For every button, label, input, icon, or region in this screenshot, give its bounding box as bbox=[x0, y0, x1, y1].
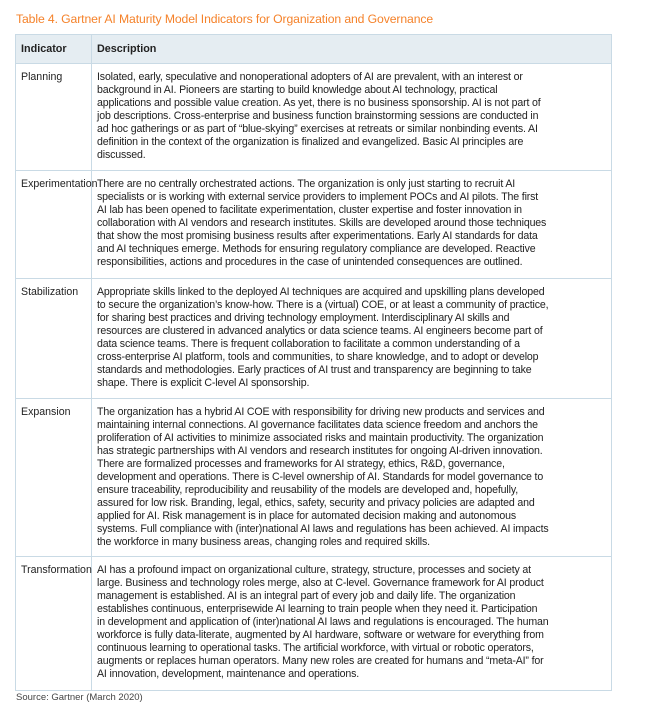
source-note: Source: Gartner (March 2020) bbox=[16, 692, 143, 703]
description-cell: Isolated, early, speculative and nonoperational adopters of AI are prevalent, with an interest or background in AI. Pioneers are starting to build knowledge about AI technology, practical applications and possible value creation. As yet, there is no business sponsorship. AI is not part of job descriptions. Cross-enterprise and business function brainstorming sessions are conducted in ad hoc gatherings or as part of “blue-skying” exercises at retreats or similar nonbinding events. AI definition in the context of the organization is finalized and evangelized. Basic AI principles are discussed. bbox=[92, 64, 612, 171]
indicator-cell: Transformation bbox=[16, 557, 92, 691]
table-row bbox=[16, 171, 612, 279]
description-cell: Appropriate skills linked to the deployed AI techniques are acquired and upskilling plans developed to secure the organization’s know-how. There is a (virtual) COE, or at least a community of practice, for sharing best practices and driving technology employment. Interdisciplinary AI skills and resources are clustered in advanced analytics or data science teams. AI engineers become part of data science teams. There is frequent collaboration to facilitate a common understanding of a cross-enterprise AI platform, tools and communities, to share knowledge, and to adopt or develop standards and methodologies. Early practices of AI trust and transparency are beginning to take shape. There is explicit C-level AI sponsorship. bbox=[92, 279, 612, 399]
indicator-cell: Planning bbox=[16, 64, 92, 171]
indicator-cell: Experimentation bbox=[16, 171, 92, 279]
header-indicator: Indicator bbox=[16, 35, 92, 64]
description-cell: There are no centrally orchestrated actions. The organization is only just starting to recruit AI specialists or is working with external service providers to implement POCs and AI pilots. The first AI lab has been opened to facilitate experimentation, cluster expertise and foster innovation in collaboration with AI vendors and research institutes. Skills are developed around those techniques that show the most promising business results after experimentations. Early AI standards for data and AI techniques emerge. Methods for ensuring regulatory compliance are developed. Reactive responsibilities, actions and procedures in the case of unintended consequences are outlined. bbox=[92, 171, 612, 279]
maturity-table bbox=[15, 34, 612, 691]
description-cell: The organization has a hybrid AI COE with responsibility for driving new products and services and maintaining internal connections. AI governance facilitates data science freedom and anchors the proliferation of AI activities to minimize associated risks and maintain productivity. The organization has strategic partnerships with AI vendors and research institutes for ongoing AI-driven innovation. There are formalized processes and frameworks for AI strategy, ethics, R&D, governance, development and operations. There is C-level ownership of AI. Standards for model governance to ensure traceability, reproducibility and reusability of the models are developed and, hopefully, assured for low risk. Branding, legal, ethics, safety, security and privacy policies are adapted and applied for AI. Risk management is in place for automated decision making and autonomous systems. Full compliance with (inter)national AI laws and regulations has been achieved. AI impacts the workforce in many business areas, changing roles and required skills. bbox=[92, 399, 612, 557]
table-header-row bbox=[16, 35, 612, 64]
header-description: Description bbox=[92, 35, 612, 64]
table-title: Table 4. Gartner AI Maturity Model Indicators for Organization and Governance bbox=[16, 12, 434, 26]
table-row bbox=[16, 557, 612, 691]
table-row bbox=[16, 64, 612, 171]
table-row bbox=[16, 279, 612, 399]
indicator-cell: Stabilization bbox=[16, 279, 92, 399]
indicator-cell: Expansion bbox=[16, 399, 92, 557]
description-cell: AI has a profound impact on organizational culture, strategy, structure, processes and society at large. Business and technology roles merge, also at C-level. Governance framework for AI product management is established. AI is an integral part of every job and daily life. The organization establishes continuous, enterprisewide AI learning to train people when they need it. Participation in development and application of (inter)national AI laws and regulations is encouraged. The human workforce is fully data-literate, augmented by AI hardware, software or wetware for everything from continuous learning to operational tasks. The artificial workforce, with virtual or robotic operators, augments or replaces human operators. Many new roles are created for humans and “meta-AI” for AI innovation, development, maintenance and operations. bbox=[92, 557, 612, 691]
table-row bbox=[16, 399, 612, 557]
